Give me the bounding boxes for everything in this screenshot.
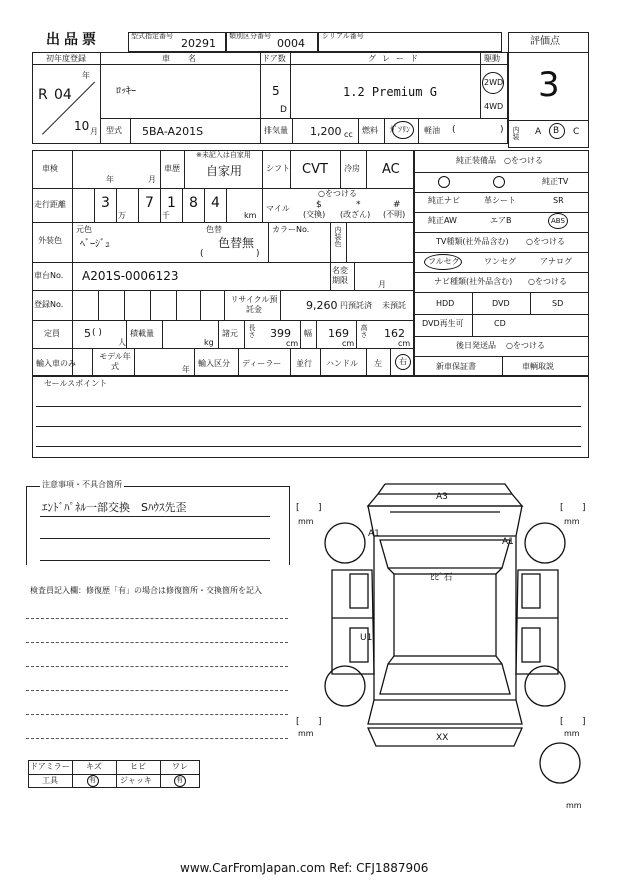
- warranty: 新車保証書: [436, 362, 476, 371]
- displacement-label: 排気量: [264, 126, 288, 135]
- recycle-value: 9,260: [306, 299, 338, 312]
- mileage-circle-note: ○をつける: [318, 189, 357, 198]
- drive-4wd: 4WD: [484, 102, 504, 111]
- legend-door-mirror: ドアミラー: [30, 762, 70, 771]
- load-unit: kg: [204, 338, 214, 347]
- interior-b: B: [553, 126, 560, 136]
- drive-label: 駆動: [484, 54, 500, 63]
- length-value: 399: [270, 327, 291, 340]
- notes-bracket: [26, 486, 290, 565]
- height-value: 162: [384, 327, 405, 340]
- legend-scratch: キズ: [86, 762, 102, 771]
- body-color-label: 外装色: [38, 236, 62, 245]
- first-reg-label: 初年度登録: [46, 54, 86, 63]
- svg-text:[: [: [560, 503, 564, 513]
- genuine-aw: 純正AW: [428, 216, 457, 225]
- hdd: HDD: [436, 299, 455, 308]
- interior-c: C: [573, 127, 580, 137]
- leather-seat: 革シート: [484, 196, 516, 205]
- watermark-footer: www.CarFromJapan.com Ref: CFJ1887906: [180, 861, 429, 875]
- diesel-paren-open: (: [452, 125, 456, 135]
- recycle-label: リサイクル預託金: [230, 295, 278, 314]
- import-label: 輸入車のみ: [36, 359, 76, 368]
- mileage-digit: 4: [211, 195, 220, 211]
- dvd: DVD: [492, 299, 510, 308]
- sales-point-label: セールスポイント: [44, 379, 108, 388]
- mm-label-fl: mm: [298, 517, 314, 526]
- handle-right: 右: [399, 357, 407, 366]
- score-label: 評価点: [530, 36, 560, 47]
- model-year-label: モデル年式: [99, 352, 131, 371]
- orig-color-label: 元色: [76, 225, 92, 234]
- shift-label: シフト: [266, 164, 290, 173]
- capacity-unit: 人: [118, 338, 126, 347]
- svg-text:[: [: [296, 717, 300, 727]
- recycle-unit: 円預託済: [340, 301, 372, 310]
- tv-circle-note: ○をつける: [526, 237, 565, 246]
- name-change-month: 月: [378, 280, 386, 289]
- history-label: 車歴: [164, 164, 180, 173]
- grade-value: 1.2 Premium G: [343, 85, 437, 99]
- year-value: 04: [54, 87, 72, 103]
- genuine-navi: 純正ナビ: [428, 196, 460, 205]
- color-paren-close: ): [256, 249, 260, 259]
- class-number-label: 類別区分番号: [229, 32, 271, 40]
- svg-text:[: [: [560, 717, 564, 727]
- score-value: 3: [538, 65, 560, 105]
- later-circle-note: ○をつける: [506, 341, 545, 350]
- width-label: 幅: [304, 329, 312, 338]
- door-type: D: [280, 105, 287, 115]
- sd: SD: [552, 299, 564, 308]
- oneseg: ワンセグ: [484, 257, 516, 266]
- inspection-month-unit: 月: [148, 175, 156, 184]
- tv-type-label: TV種類(社外品含む): [436, 237, 509, 246]
- mileage-km-unit: km: [244, 211, 257, 220]
- dealer-label: ディーラー: [242, 359, 282, 368]
- mileage-digit: 3: [101, 195, 110, 211]
- tamper-symbol: *: [356, 200, 361, 210]
- navi-circle-note: ○をつける: [528, 277, 567, 286]
- model-year-unit: 年: [182, 365, 190, 374]
- mileage-digit: 8: [189, 195, 198, 211]
- parallel-label: 並行: [296, 359, 312, 368]
- exchange-label: (交換): [303, 210, 326, 219]
- manual: 車輌取説: [522, 362, 554, 371]
- shift-value: CVT: [302, 162, 328, 177]
- repaint-value: 色替無: [218, 236, 255, 250]
- mileage-sen-unit: 千: [162, 211, 170, 220]
- handle-left: 左: [374, 359, 382, 368]
- sunroof: SR: [553, 196, 564, 205]
- import-class-label: 輸入区分: [198, 359, 230, 368]
- width-unit: cm: [342, 339, 355, 348]
- model-number-value: 20291: [181, 37, 216, 50]
- damage-u1: U1: [360, 633, 373, 643]
- class-number-value: 0004: [277, 37, 305, 50]
- damage-xx: XX: [436, 733, 449, 743]
- color-code-label: カラーNo.: [272, 225, 310, 234]
- mileage-digit: 1: [167, 195, 176, 211]
- sr-circle: [438, 176, 450, 188]
- tamper-label: (改ざん): [340, 210, 371, 219]
- chassis-label: 車台No.: [34, 271, 64, 280]
- damage-a1-right: A1: [502, 537, 514, 547]
- capacity-value: 5: [84, 327, 91, 340]
- car-name-label: 車名: [162, 54, 214, 63]
- dvd-playable: DVD再生可: [422, 319, 464, 328]
- ac-label: 冷房: [344, 164, 360, 173]
- exchange-symbol: $: [316, 200, 322, 210]
- name-change-label: 名変期限: [332, 266, 348, 285]
- abs: ABS: [551, 217, 565, 225]
- height-unit: cm: [398, 339, 411, 348]
- notes-title: 注意事項・不具合箇所: [42, 480, 122, 489]
- history-value: 自家用: [206, 164, 243, 178]
- cd: CD: [494, 319, 506, 328]
- displacement-value: 1,200: [310, 125, 342, 138]
- not-deposited-label: 未預託: [382, 301, 406, 310]
- era-value: R: [38, 87, 48, 103]
- unknown-label: (不明): [383, 210, 406, 219]
- navi-type-label: ナビ種類(社外品含む): [434, 277, 513, 286]
- inspection-year-unit: 年: [106, 175, 114, 184]
- equip-genuine-label: 純正装備品: [456, 156, 496, 165]
- fuel-label: 燃料: [362, 126, 378, 135]
- inspection-label: 車検: [42, 164, 58, 173]
- fuel-value: ｶﾞｿﾘﾝ: [390, 125, 410, 134]
- drive-2wd: 2WD: [484, 78, 504, 87]
- dims-label: 諸元: [222, 329, 238, 338]
- svg-text:]: ]: [318, 503, 322, 513]
- model-number-label: 型式指定番号: [131, 32, 173, 40]
- displacement-unit: cc: [344, 130, 353, 139]
- equip-circle-note: ○をつける: [504, 156, 543, 165]
- legend-break: ワレ: [172, 762, 188, 771]
- mile-label: マイル: [266, 204, 290, 213]
- car-name-value: ﾛｯｷｰ: [116, 86, 136, 97]
- color-change-label: 色替: [206, 225, 222, 234]
- svg-text:[: [: [296, 503, 300, 513]
- svg-text:]: ]: [582, 717, 586, 727]
- mileage-man-unit: 万: [118, 211, 126, 220]
- history-note: ※未記入は自家用: [196, 151, 251, 159]
- later-items-label: 後日発送品: [456, 341, 496, 350]
- inspector-label: 検査員記入欄：修復歴「有」の場合は修復箇所・交換箇所を記入: [30, 586, 262, 595]
- doors-label: ドア数: [262, 54, 286, 63]
- year-unit: 年: [82, 71, 90, 80]
- length-label: 長さ: [248, 324, 256, 338]
- genuine-tv: 純正TV: [542, 177, 569, 186]
- damage-a1-left: A1: [368, 529, 380, 539]
- fullseg: フルセグ: [428, 257, 460, 266]
- legend-crack: ヒビ: [130, 762, 146, 771]
- grade-label: グレード: [368, 54, 424, 63]
- interior-label: 内装: [512, 126, 520, 140]
- diesel-paren-close: ): [500, 125, 504, 135]
- ac-value: AC: [382, 162, 400, 177]
- jack-has: 有: [176, 776, 183, 784]
- month-unit: 月: [90, 127, 98, 136]
- pw-circle: [493, 176, 505, 188]
- width-value: 169: [328, 327, 349, 340]
- length-unit: cm: [286, 339, 299, 348]
- body-color-value: ﾍﾞｰｼﾞｭ: [80, 239, 110, 250]
- chassis-value: A201S-0006123: [82, 269, 179, 283]
- legend-jack: ジャッキ: [120, 776, 152, 785]
- damage-hibi: ﾋﾋﾞ石: [430, 573, 453, 583]
- tools-has: 有: [89, 776, 96, 784]
- unknown-symbol: #: [393, 200, 401, 210]
- mileage-digit: 7: [145, 195, 154, 211]
- sheet-title: 出品票: [46, 32, 100, 48]
- height-label: 高さ: [360, 324, 368, 338]
- mm-label-rl: mm: [298, 729, 314, 738]
- reg-no-label: 登録No.: [34, 300, 64, 309]
- interior-color-label: 内装色: [334, 226, 342, 247]
- month-value: 10: [74, 119, 90, 133]
- serial-label: シリアル番号: [322, 32, 364, 40]
- doors-value: 5: [272, 84, 280, 98]
- mm-label-rr: mm: [564, 729, 580, 738]
- analog: アナログ: [540, 257, 572, 266]
- interior-a: A: [535, 127, 542, 137]
- capacity-label: 定員: [44, 329, 60, 338]
- svg-text:]: ]: [318, 717, 322, 727]
- mileage-label: 走行距離: [34, 200, 66, 209]
- damage-a3: A3: [436, 492, 448, 502]
- color-paren-open: (: [200, 249, 204, 259]
- capacity-paren: ( ): [92, 328, 102, 338]
- svg-text:]: ]: [582, 503, 586, 513]
- notes-line1: ｴﾝﾄﾞﾊﾟﾈﾙ一部交換 Sﾊｳｽ先歪: [42, 501, 187, 514]
- airbag: エアB: [490, 216, 512, 225]
- diesel-label: 軽油: [424, 126, 440, 135]
- model-value: 5BA-A201S: [142, 125, 204, 138]
- model-label: 型式: [106, 126, 122, 135]
- car-diagram: [290, 478, 600, 814]
- mm-label-fr: mm: [564, 517, 580, 526]
- mm-label-spare: mm: [566, 801, 582, 810]
- load-label: 積載量: [130, 329, 154, 338]
- legend-tools: 工具: [42, 776, 58, 785]
- handle-label: ハンドル: [326, 359, 358, 368]
